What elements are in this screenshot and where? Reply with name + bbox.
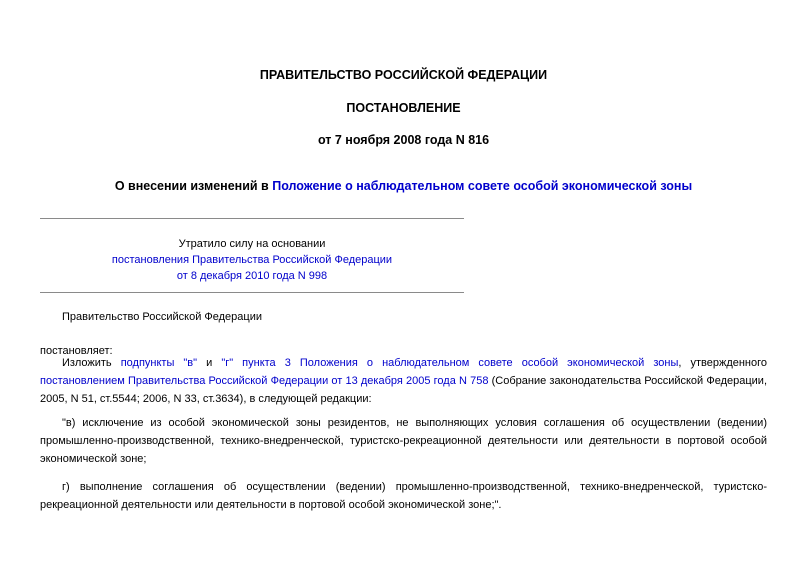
amendment-text-1: Изложить <box>62 357 121 369</box>
regulation-link[interactable]: Положение о наблюдательном совете особой экономической зоны <box>272 179 693 193</box>
repeal-notice <box>40 236 464 284</box>
amendment-paragraph <box>40 354 767 408</box>
subparagraph-g-text: г) выполнение соглашения об осуществлении (ведении) промышленно-производственной, технико-внедренческой, туристско-рекреационной деятельности или деятельности в портовой особой экономической зоне;". <box>40 481 767 511</box>
document-type: ПОСТАНОВЛЕНИЕ <box>346 101 461 115</box>
subparagraph-v-text: "в) исключение из особой экономической зоны резидентов, не выполняющих условия соглашения об осуществлении (ведении) промышленно-производственной, технико-внедренческой, туристско-рекреационной деятельности или деятельности в портовой особой экономической зоне; <box>40 417 767 465</box>
bottom-divider <box>40 292 464 293</box>
preamble-paragraph: Правительство Российской Федерации <box>62 311 262 323</box>
repeal-notice-text: Утратило силу на основании <box>178 238 326 250</box>
decree-758-link[interactable]: постановлением Правительства Российской Федерации от 13 декабря 2005 года N 758 <box>40 375 489 387</box>
document-title-prefix: О внесении изменений в <box>114 179 273 193</box>
repeal-decree-date-link[interactable]: от 8 декабря 2010 года N 998 <box>176 270 328 282</box>
subparagraph-v-link[interactable]: подпункты "в" <box>120 357 198 369</box>
amendment-text-5: (Собрание законодательства Российской Федерации, 2005, N 51, ст.5544; 2006, N 33, ст.3634), в следующей редакции: <box>40 375 768 405</box>
regulation-reference-link[interactable]: Положения о наблюдательном совете особой экономической зоны <box>299 357 679 369</box>
document-title <box>0 179 807 193</box>
amendment-text-4: , утвержденного <box>678 357 768 369</box>
document-date-number: от 7 ноября 2008 года N 816 <box>317 133 490 147</box>
repeal-decree-link[interactable]: постановления Правительства Российской Федерации <box>111 254 393 266</box>
top-divider <box>40 218 464 219</box>
resolves-paragraph: постановляет: <box>40 345 113 357</box>
issuing-authority: ПРАВИТЕЛЬСТВО РОССИЙСКОЙ ФЕДЕРАЦИИ <box>259 68 548 82</box>
subparagraph-g-link[interactable]: "г" пункта 3 <box>221 357 291 369</box>
amendment-text-2: и <box>197 357 222 369</box>
amendment-text-3 <box>291 357 300 369</box>
